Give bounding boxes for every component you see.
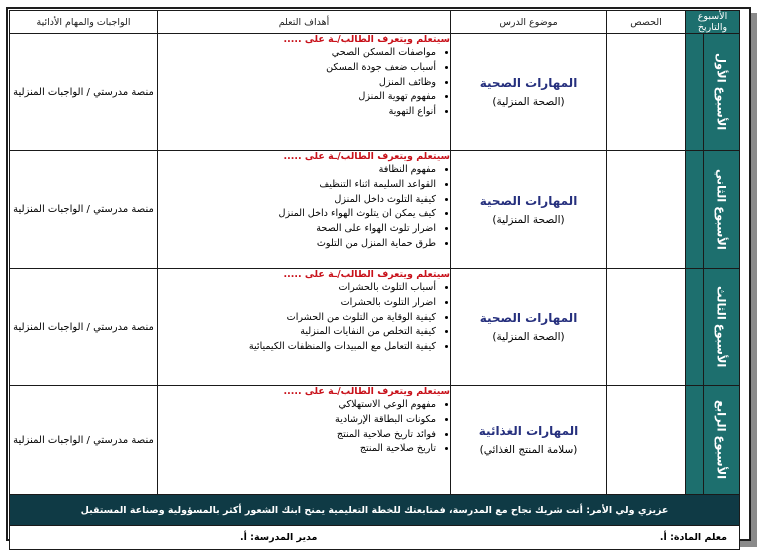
week-label-cell bbox=[704, 386, 740, 495]
goal-item: • أنواع التهوية bbox=[158, 105, 436, 120]
goals-list bbox=[158, 398, 450, 457]
topic-subtitle: (الصحة المنزلية) bbox=[492, 213, 565, 226]
principal-signature: مدير المدرسة: أ. bbox=[240, 532, 318, 543]
week-row bbox=[10, 386, 740, 495]
homework-cell: منصة مدرستي / الواجبات المنزلية bbox=[10, 34, 158, 151]
week-label-cell bbox=[704, 269, 740, 386]
week-label: الأسبوع الثالث bbox=[714, 286, 729, 368]
week-row bbox=[10, 269, 740, 386]
signature-cell bbox=[10, 526, 740, 550]
header-periods: الحصص bbox=[607, 11, 686, 34]
topic-cell bbox=[451, 151, 607, 269]
goal-item: • مكونات البطاقة الإرشادية bbox=[158, 413, 436, 428]
goal-item: • اضرار التلوث بالحشرات bbox=[158, 296, 436, 311]
weekly-plan-table bbox=[9, 10, 740, 550]
goal-item: • مفهوم الوعي الاستهلاكي bbox=[158, 398, 436, 413]
goals-cell bbox=[158, 34, 451, 151]
week-label: الأسبوع الرابع bbox=[714, 400, 729, 480]
topic-subtitle: (الصحة المنزلية) bbox=[492, 331, 565, 343]
goal-item: • كيفية التلوث داخل المنزل bbox=[158, 193, 436, 208]
week-strip bbox=[686, 151, 704, 269]
parent-message-row bbox=[10, 495, 740, 526]
signature-row bbox=[10, 526, 740, 550]
goals-heading: سيتعلم ويتعرف الطالب/ـة على ..... bbox=[283, 386, 450, 397]
header-homework: الواجبات والمهام الأدائية bbox=[10, 11, 158, 34]
goal-item: • القواعد السليمة اثناء التنظيف bbox=[158, 178, 436, 193]
homework-cell: منصة مدرستي / الواجبات المنزلية bbox=[10, 269, 158, 386]
homework-cell: منصة مدرستي / الواجبات المنزلية bbox=[10, 151, 158, 269]
goal-item: • مفهوم النظافة bbox=[158, 163, 436, 178]
goal-item: • كيفية التعامل مع المبيدات والمنظفات الكيميائية bbox=[158, 340, 436, 355]
goal-item: • أسباب التلوث بالحشرات bbox=[158, 281, 436, 296]
goal-item: • كيفية التخلص من النفايات المنزلية bbox=[158, 325, 436, 340]
goal-item: • كيفية الوقاية من التلوث من الحشرات bbox=[158, 311, 436, 326]
week-label-cell bbox=[704, 34, 740, 151]
topic-cell bbox=[451, 34, 607, 151]
topic-cell bbox=[451, 269, 607, 386]
header-row bbox=[10, 11, 740, 34]
periods-cell bbox=[607, 151, 686, 269]
goal-item: • مواصفات المسكن الصحي bbox=[158, 46, 436, 61]
topic-subtitle: (سلامة المنتج الغذائي) bbox=[479, 444, 578, 456]
goal-item: • تاريخ صلاحية المنتج bbox=[158, 442, 436, 457]
goals-list bbox=[158, 46, 450, 120]
homework-cell: منصة مدرستي / الواجبات المنزلية bbox=[10, 386, 158, 495]
goals-cell bbox=[158, 151, 451, 269]
parent-message: عزيزي ولي الأمر: أنت شريك نجاح مع المدرسة، فمتابعتك للخطة التعليمية يمنح ابنك الشعور أكثر بالمسؤولية وصناعة المستقبل bbox=[10, 495, 740, 526]
goal-item: • طرق حماية المنزل من التلوث bbox=[158, 237, 436, 252]
goal-item: • مفهوم تهوية المنزل bbox=[158, 90, 436, 105]
week-strip bbox=[686, 269, 704, 386]
topic-title: المهارات الغذائية bbox=[478, 424, 579, 438]
periods-cell bbox=[607, 34, 686, 151]
header-topic: موضوع الدرس bbox=[451, 11, 607, 34]
goal-item: • وظائف المنزل bbox=[158, 76, 436, 91]
week-strip bbox=[686, 34, 704, 151]
goals-list bbox=[158, 281, 450, 355]
goals-cell bbox=[158, 386, 451, 495]
week-row bbox=[10, 151, 740, 269]
header-week-date: الأسبوع والتاريخ bbox=[686, 11, 740, 34]
goal-item: • أسباب ضعف جودة المسكن bbox=[158, 61, 436, 76]
goals-cell bbox=[158, 269, 451, 386]
week-row bbox=[10, 34, 740, 151]
week-strip bbox=[686, 386, 704, 495]
week-label: الأسبوع الأول bbox=[714, 53, 729, 131]
week-label-cell bbox=[704, 151, 740, 269]
periods-cell bbox=[607, 386, 686, 495]
goals-heading: سيتعلم ويتعرف الطالب/ـة على ..... bbox=[283, 151, 450, 162]
goal-item: • فوائد تاريخ صلاحية المنتج bbox=[158, 428, 436, 443]
periods-cell bbox=[607, 269, 686, 386]
goal-item: • اضرار تلوث الهواء على الصحة bbox=[158, 222, 436, 237]
topic-title: المهارات الصحية bbox=[479, 193, 578, 208]
topic-cell bbox=[451, 386, 607, 495]
header-goals: أهداف التعلم bbox=[158, 11, 451, 34]
week-label: الأسبوع الثاني bbox=[714, 169, 729, 250]
goals-heading: سيتعلم ويتعرف الطالب/ـة على ..... bbox=[283, 34, 450, 45]
teacher-signature: معلم المادة: أ. bbox=[659, 532, 728, 543]
topic-title: المهارات الصحية bbox=[479, 76, 578, 90]
topic-subtitle: (الصحة المنزلية) bbox=[492, 96, 565, 108]
goals-list bbox=[158, 163, 450, 252]
topic-title: المهارات الصحية bbox=[479, 311, 578, 325]
goal-item: • كيف يمكن ان يتلوث الهواء داخل المنزل bbox=[158, 207, 436, 222]
goals-heading: سيتعلم ويتعرف الطالب/ـة على ..... bbox=[283, 269, 450, 280]
